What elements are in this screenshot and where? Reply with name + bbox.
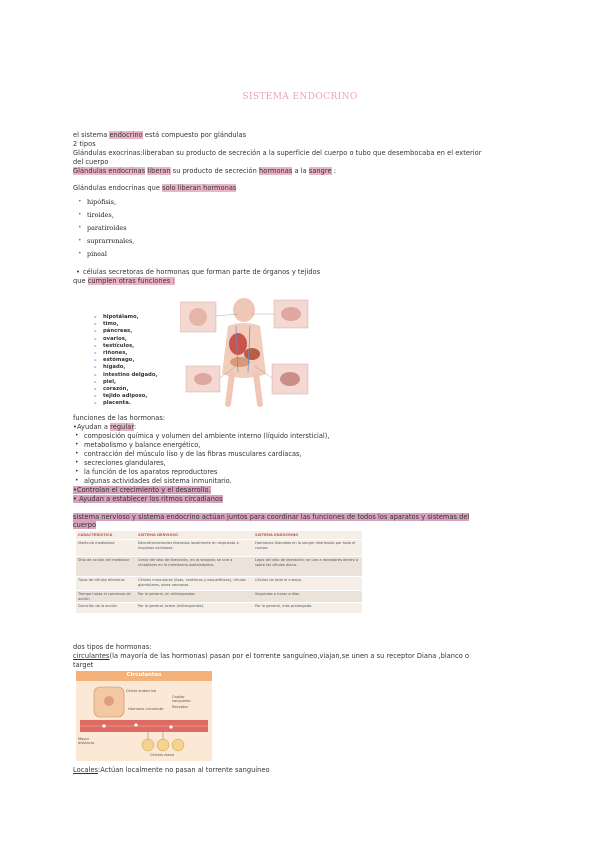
list-item: - páncreas, bbox=[94, 328, 133, 336]
list-item: - hipotálamo, bbox=[94, 314, 139, 321]
label-celula-endocrina: Célula endocrina bbox=[126, 689, 157, 693]
table-row bbox=[76, 577, 362, 591]
label-celulas-diana: Células diana bbox=[150, 753, 175, 757]
cells-line: • células secretoras de hormonas que forman parte de órganos y tejidos bbox=[76, 268, 321, 276]
table-header: CARACTERÍSTICA bbox=[78, 533, 113, 537]
functions-growth: •Controlan el crecimiento y el desarrollo. bbox=[73, 486, 211, 494]
label-hormona-circulante: Hormona circulante bbox=[128, 707, 164, 711]
list-item: - corazón, bbox=[94, 385, 129, 393]
table-header: SISTEMA ENDOCRINO bbox=[255, 533, 299, 537]
together-line-1: sistema nervioso y sistema endocrino actúan juntos para coordinar las funciones de todos los aparatos y sistemas del bbox=[73, 513, 470, 521]
list-item: • pineal bbox=[78, 250, 107, 258]
locales-line: Locales:Actúan localmente no pasan al torrente sanguíneo bbox=[73, 766, 270, 774]
list-item: - hígado, bbox=[94, 364, 126, 372]
two-types-heading: dos tipos de hormonas: bbox=[73, 643, 152, 651]
table-cell: Duración de la acción bbox=[76, 603, 136, 613]
label-receptor: Receptor bbox=[172, 705, 189, 709]
list-item: - intestino delgado, bbox=[94, 371, 158, 379]
list-item: - placenta. bbox=[94, 400, 131, 408]
label-side: Mayor distancia bbox=[78, 737, 95, 746]
list-item: • hipófisis, bbox=[78, 198, 116, 206]
table-cell: Hormonas liberadas en la sangre distribuida por todo el cuerpo. bbox=[253, 540, 362, 557]
list-item: - ovarios, bbox=[94, 335, 127, 343]
only-hormones-list bbox=[76, 198, 134, 263]
table-cell: Células musculares (lisas, cardíacas y esqueléticas), células glandulares, otras neuronas. bbox=[136, 577, 253, 591]
table-row bbox=[76, 540, 362, 557]
table-cell: Segundos a horas o días. bbox=[253, 591, 362, 603]
circulantes-line-2: target bbox=[73, 661, 94, 669]
table-cell: Tipos de células efectoras bbox=[76, 577, 136, 591]
table-cell: Tiempo hasta el comienzo de acción bbox=[76, 591, 136, 603]
list-item: - riñones, bbox=[94, 349, 128, 357]
intro-line-5: Glándulas endocrinas liberan su producto de secreción hormonas a la sangre : bbox=[73, 167, 337, 175]
list-item: - timo, bbox=[94, 321, 119, 329]
figure-title: Circulantes bbox=[126, 672, 162, 678]
list-item: • composición química y volumen del ambiente interno (líquido intersticial), bbox=[75, 432, 330, 440]
functions-heading: funciones de las hormonas: bbox=[73, 414, 166, 422]
intro-line-3: Glándulas exocrinas:liberaban su producto de secreción a la superficie del cuerpo o tubo que desembocaba en el exterior bbox=[73, 149, 482, 157]
table-cell: Cerca del sitio de liberación, en la sinapsis; se une a receptores en la membrana postsináptica. bbox=[136, 557, 253, 577]
table-header: SISTEMA NERVIOSO bbox=[138, 533, 179, 537]
intro-line-1: el sistema endocrino está compuesto por glándulas bbox=[73, 131, 247, 139]
list-item: • algunas actividades del sistema inmunitario. bbox=[75, 477, 232, 485]
only-hormones-line: Glándulas endocrinas que solo liberan hormonas bbox=[73, 184, 237, 192]
functions-list bbox=[73, 432, 329, 486]
list-item: - piel, bbox=[94, 378, 117, 386]
table-cell: Por lo general, breve (milisegundos). bbox=[136, 603, 253, 613]
other-functions-list bbox=[92, 314, 157, 407]
list-item: - tejido adiposo, bbox=[94, 393, 148, 401]
table-row bbox=[76, 557, 362, 577]
list-item: • paratiroides bbox=[78, 224, 127, 232]
intro-line-2: 2 tipos bbox=[73, 140, 96, 148]
circulantes-diagram bbox=[76, 681, 212, 761]
table-cell: Células de todo el cuerpo. bbox=[253, 577, 362, 591]
list-item: • la función de los aparatos reproductores bbox=[75, 468, 218, 476]
comparison-table bbox=[76, 531, 362, 613]
table-cell: Molécula mediadora bbox=[76, 540, 136, 557]
table-row bbox=[76, 591, 362, 603]
table-cell: Neurotransmisores liberados localmente en respuesta a impulsos nerviosos. bbox=[136, 540, 253, 557]
intro-line-4: del cuerpo bbox=[73, 158, 109, 166]
list-item: • tiroides, bbox=[78, 211, 114, 219]
page-title: SISTEMA ENDOCRINO bbox=[242, 92, 358, 102]
functions-help: •Ayudan a regular: bbox=[73, 423, 137, 431]
table-header-row bbox=[76, 531, 362, 540]
list-item: • suprarrenales, bbox=[78, 237, 135, 245]
table-cell: Por lo general, en milisegundos. bbox=[136, 591, 253, 603]
list-item: - estómago, bbox=[94, 357, 135, 365]
list-item: - testículos, bbox=[94, 342, 135, 350]
table-cell: Por lo general, más prolongada. bbox=[253, 603, 362, 613]
list-item: • contracción del músculo liso y de las fibras musculares cardíacas, bbox=[75, 450, 302, 458]
table-row bbox=[76, 603, 362, 613]
table-cell: Sitio de acción del mediador bbox=[76, 557, 136, 577]
label-capilar: Capilar sanguíneo bbox=[172, 695, 191, 704]
together-line-2: cuerpo bbox=[73, 521, 97, 529]
other-functions-line: que cumplen otras funciones : bbox=[73, 277, 175, 285]
circulantes-figure bbox=[76, 671, 212, 761]
list-item: • metabolismo y balance energético, bbox=[75, 441, 201, 449]
table-cell: Lejos del sitio de liberación; se une a receptores dentro o sobre las células diana. bbox=[253, 557, 362, 577]
functions-circadian: • Ayudan a establecer los ritmos circadianos bbox=[73, 495, 223, 503]
list-item: • secreciones glandulares, bbox=[75, 459, 166, 467]
endocrine-anatomy-illustration bbox=[180, 296, 310, 408]
circulantes-line: circulantes(la mayoría de las hormonas) pasan por el torrente sanguíneo,viajan,se unen a su receptor Diana ,blanco o bbox=[73, 652, 470, 660]
